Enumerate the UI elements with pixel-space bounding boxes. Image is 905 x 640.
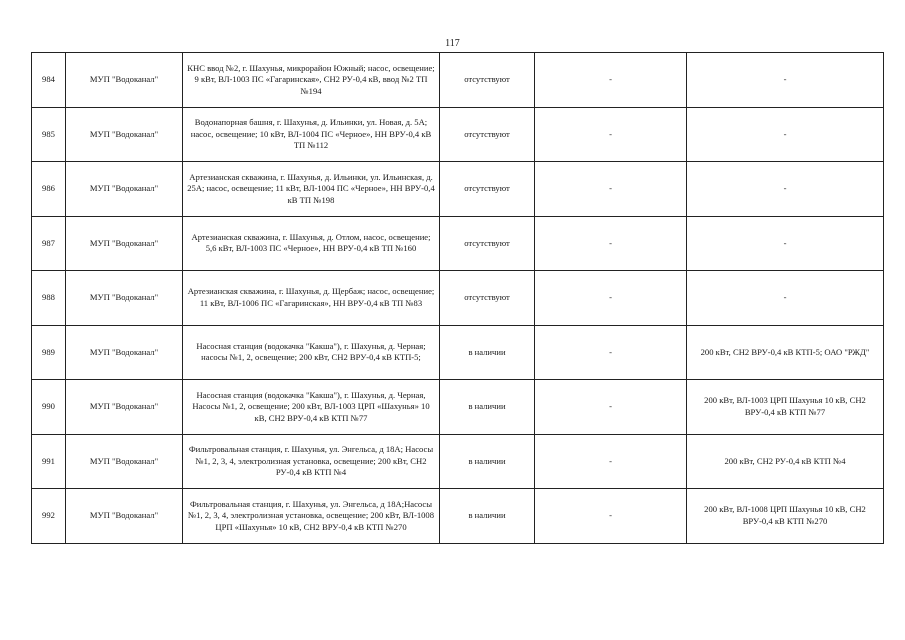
status-cell: отсутствуют <box>440 271 535 326</box>
status-cell: в наличии <box>440 380 535 435</box>
organization-cell: МУП "Водоканал" <box>66 216 183 271</box>
object-description-cell: Фильтровальная станция, г. Шахунья, ул. Энгельса, д 18А; Насосы №1, 2, 3, 4, электролизная установка, освещение; 200 кВт, СН2 РУ-0,4 кВ КТП №4 <box>183 434 440 489</box>
organization-cell: МУП "Водоканал" <box>66 107 183 162</box>
status-cell: в наличии <box>440 325 535 380</box>
empty-value-cell: - <box>535 53 687 108</box>
row-number-cell: 992 <box>32 489 66 544</box>
status-cell: в наличии <box>440 489 535 544</box>
table-row <box>32 107 884 162</box>
table-row <box>32 489 884 544</box>
empty-value-cell: - <box>535 271 687 326</box>
object-description-cell: Насосная станция (водокачка "Какша"), г. Шахунья, д. Черная; насосы №1, 2, освещение; 200 кВт, СН2 ВРУ-0,4 кВ КТП-5; <box>183 325 440 380</box>
connection-details-cell: - <box>687 53 884 108</box>
table-row <box>32 380 884 435</box>
connection-details-cell: 200 кВт, ВЛ-1003 ЦРП Шахунья 10 кВ, СН2 ВРУ-0,4 кВ КТП №77 <box>687 380 884 435</box>
object-description-cell: Артезианская скважина, г. Шахунья, д. Щербаж; насос, освещение; 11 кВт, ВЛ-1006 ПС «Гагаринская», НН ВРУ-0,4 кВ ТП №83 <box>183 271 440 326</box>
object-description-cell: Фильтровальная станция, г. Шахунья, ул. Энгельса, д 18А;Насосы №1, 2, 3, 4, электролизная установка, освещение; 200 кВт, ВЛ-1008 ЦРП «Шахунья» 10 кВ, СН2 ВРУ-0,4 кВ КТП №270 <box>183 489 440 544</box>
table-row <box>32 434 884 489</box>
empty-value-cell: - <box>535 107 687 162</box>
row-number-cell: 990 <box>32 380 66 435</box>
row-number-cell: 987 <box>32 216 66 271</box>
row-number-cell: 991 <box>32 434 66 489</box>
connection-details-cell: 200 кВт, СН2 РУ-0,4 кВ КТП №4 <box>687 434 884 489</box>
table-row <box>32 162 884 217</box>
organization-cell: МУП "Водоканал" <box>66 380 183 435</box>
connection-details-cell: - <box>687 216 884 271</box>
object-description-cell: Водонапорная башня, г. Шахунья, д. Ильинки, ул. Новая, д. 5А; насос, освещение; 10 кВт, ВЛ-1004 ПС «Черное», НН ВРУ-0,4 кВ ТП №112 <box>183 107 440 162</box>
object-description-cell: Артезианская скважина, г. Шахунья, д. Ильинки, ул. Ильинская, д. 25А; насос, освещение; 11 кВт, ВЛ-1004 ПС «Черное», НН ВРУ-0,4 кВ ТП №198 <box>183 162 440 217</box>
connection-details-cell: - <box>687 271 884 326</box>
organization-cell: МУП "Водоканал" <box>66 162 183 217</box>
empty-value-cell: - <box>535 489 687 544</box>
row-number-cell: 986 <box>32 162 66 217</box>
status-cell: отсутствуют <box>440 107 535 162</box>
connection-details-cell: - <box>687 162 884 217</box>
organization-cell: МУП "Водоканал" <box>66 489 183 544</box>
organization-cell: МУП "Водоканал" <box>66 271 183 326</box>
empty-value-cell: - <box>535 325 687 380</box>
connection-details-cell: 200 кВт, ВЛ-1008 ЦРП Шахунья 10 кВ, СН2 ВРУ-0,4 кВ КТП №270 <box>687 489 884 544</box>
empty-value-cell: - <box>535 434 687 489</box>
registry-table <box>31 52 884 544</box>
organization-cell: МУП "Водоканал" <box>66 53 183 108</box>
organization-cell: МУП "Водоканал" <box>66 434 183 489</box>
object-description-cell: Насосная станция (водокачка "Какша"), г. Шахунья, д. Черная, Насосы №1, 2, освещение; 200 кВт, ВЛ-1003 ЦРП «Шахунья» 10 кВ, СН2 ВРУ-0,4 кВ КТП №77 <box>183 380 440 435</box>
status-cell: отсутствуют <box>440 162 535 217</box>
object-description-cell: КНС ввод №2, г. Шахунья, микрорайон Южный; насос, освещение; 9 кВт, ВЛ-1003 ПС «Гагаринская», СН2 РУ-0,4 кВ, ввод №2 ТП №194 <box>183 53 440 108</box>
empty-value-cell: - <box>535 216 687 271</box>
page-number: 117 <box>445 38 460 49</box>
status-cell: отсутствуют <box>440 53 535 108</box>
row-number-cell: 989 <box>32 325 66 380</box>
row-number-cell: 988 <box>32 271 66 326</box>
organization-cell: МУП "Водоканал" <box>66 325 183 380</box>
table-row <box>32 53 884 108</box>
table-row <box>32 271 884 326</box>
empty-value-cell: - <box>535 162 687 217</box>
table-row <box>32 216 884 271</box>
object-description-cell: Артезианская скважина, г. Шахунья, д. Отлом, насос, освещение; 5,6 кВт, ВЛ-1003 ПС «Черное», НН ВРУ-0,4 кВ ТП №160 <box>183 216 440 271</box>
row-number-cell: 985 <box>32 107 66 162</box>
table-row <box>32 325 884 380</box>
status-cell: отсутствуют <box>440 216 535 271</box>
row-number-cell: 984 <box>32 53 66 108</box>
empty-value-cell: - <box>535 380 687 435</box>
connection-details-cell: 200 кВт, СН2 ВРУ-0,4 кВ КТП-5; ОАО "РЖД" <box>687 325 884 380</box>
connection-details-cell: - <box>687 107 884 162</box>
status-cell: в наличии <box>440 434 535 489</box>
